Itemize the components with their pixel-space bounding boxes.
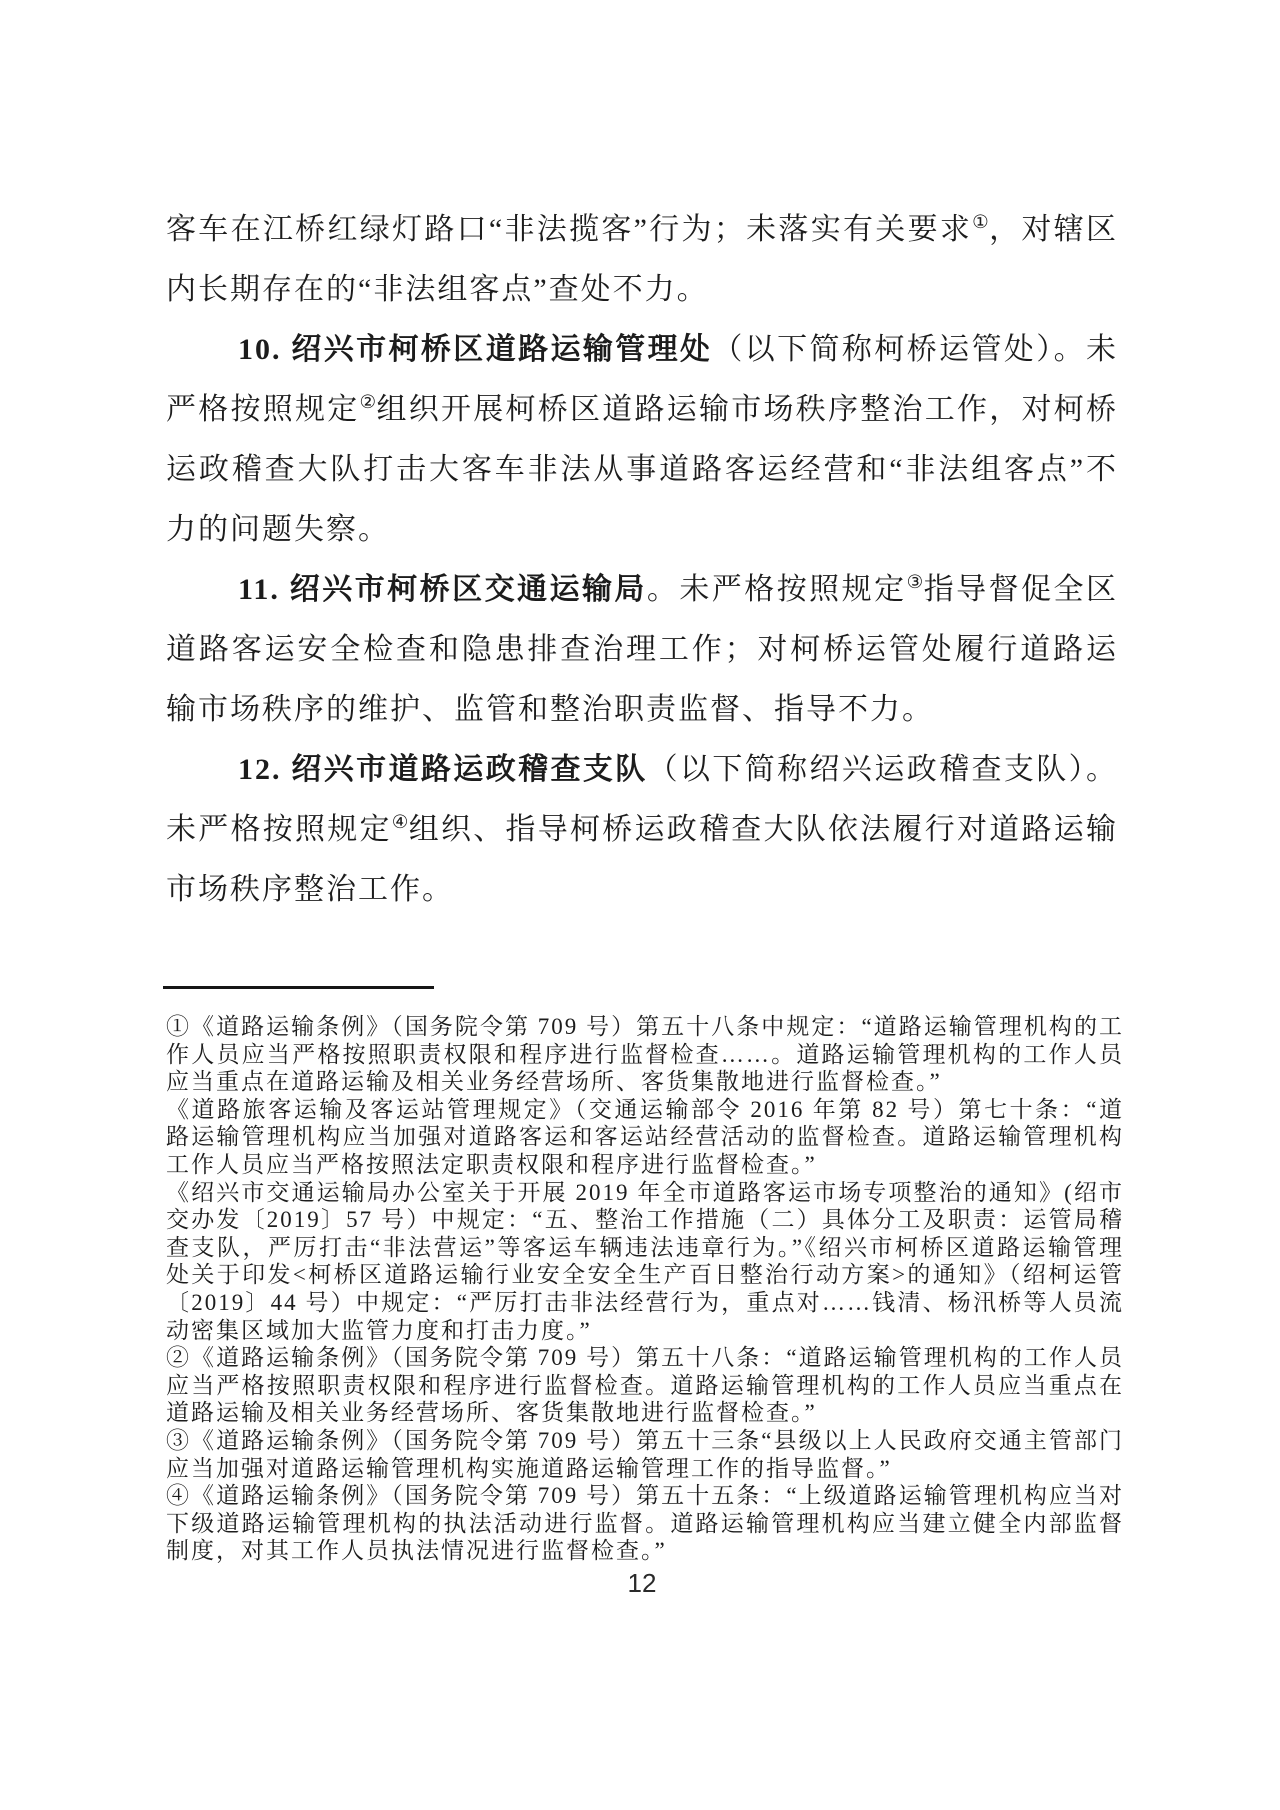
body-text [166,200,1118,920]
body-paragraph [166,320,1118,560]
footnote-paragraph: ③《道路运输条例》（国务院令第 709 号）第五十三条“县级以上人民政府交通主管部门应当加强对道路运输管理机构实施道路运输管理工作的指导监督。” [166,1427,1124,1481]
footnote-paragraph: ②《道路运输条例》（国务院令第 709 号）第五十八条：“道路运输管理机构的工作人员应当严格按照职责权限和程序进行监督检查。道路运输管理机构的工作人员应当重点在道路运输及相关业务经营场所、客货集散地进行监督检查。” [166,1345,1124,1426]
body-paragraph [166,740,1118,920]
paragraph-text: 组织、指导柯桥运政稽查大队依法履行对道路运输市场秩序整治工作。 [166,813,1119,906]
footnote-ref-marker: ③ [906,572,924,593]
body-paragraph [166,560,1118,740]
paragraph-text: 指导督促全区道路客运安全检查和隐患排查治理工作；对柯桥运管处履行道路运输市场秩序的维护、监管和整治职责监督、指导不力。 [166,573,1119,726]
page-number: 12 [627,1568,657,1598]
footnote-ref-marker: ② [359,392,377,413]
paragraph-text: （以下简称绍兴运政稽查支队）。未严格按照规定 [166,753,1119,846]
footnotes [166,1013,1124,1565]
paragraph-heading: 12. 绍兴市道路运政稽查支队 [238,753,648,786]
footnote-paragraph: 《绍兴市交通运输局办公室关于开展 2019 年全市道路客运市场专项整治的通知》(绍市交办发〔2019〕57 号）中规定：“五、整治工作措施（二）具体分工及职责：运管局稽查支队，严厉打击“非法营运”等客运车辆违法违章行为。”《绍兴市柯桥区道路运输管理处关于印发<柯桥区道路运输行业安全安全生产百日整治行动方案>的通知》（绍柯运管〔2019〕44 号）中规定：“严厉打击非法经营行为，重点对……钱清、杨汛桥等人员流动密集区域加大监管力度和打击力度。” [166,1179,1124,1343]
paragraph-text: （以下简称柯桥运管处）。未严格按照规定 [166,333,1119,426]
footnote-separator [163,986,434,989]
paragraph-text: 。未严格按照规定 [646,573,907,606]
footnote-paragraph: ④《道路运输条例》（国务院令第 709 号）第五十五条：“上级道路运输管理机构应当对下级道路运输管理机构的执法活动进行监督。道路运输管理机构应当建立健全内部监督制度，对其工作人员执法情况进行监督检查。” [166,1483,1124,1564]
body-paragraph [166,200,1118,320]
footnote-ref-marker: ① [972,212,990,233]
paragraph-heading: 10. 绍兴市柯桥区道路运输管理处 [238,333,713,366]
paragraph-heading: 11. 绍兴市柯桥区交通运输局 [238,573,647,606]
footnote-paragraph: 《道路旅客运输及客运站管理规定》（交通运输部令 2016 年第 82 号）第七十条：“道路运输管理机构应当加强对道路客运和客运站经营活动的监督检查。道路运输管理机构工作人员应当严格按照法定职责权限和程序进行监督检查。” [166,1096,1124,1177]
footnote-ref-marker: ④ [391,812,409,833]
paragraph-text: 组织开展柯桥区道路运输市场秩序整治工作，对柯桥运政稽查大队打击大客车非法从事道路客运经营和“非法组客点”不力的问题失察。 [166,393,1119,546]
footnote-paragraph: ①《道路运输条例》（国务院令第 709 号）第五十八条中规定：“道路运输管理机构的工作人员应当严格按照职责权限和程序进行监督检查……。道路运输管理机构的工作人员应当重点在道路运输及相关业务经营场所、客货集散地进行监督检查。” [166,1014,1124,1095]
paragraph-text: 客车在江桥红绿灯路口“非法揽客”行为；未落实有关要求 [166,213,973,246]
paragraph-text: ，对辖区内长期存在的“非法组客点”查处不力。 [166,213,1119,306]
